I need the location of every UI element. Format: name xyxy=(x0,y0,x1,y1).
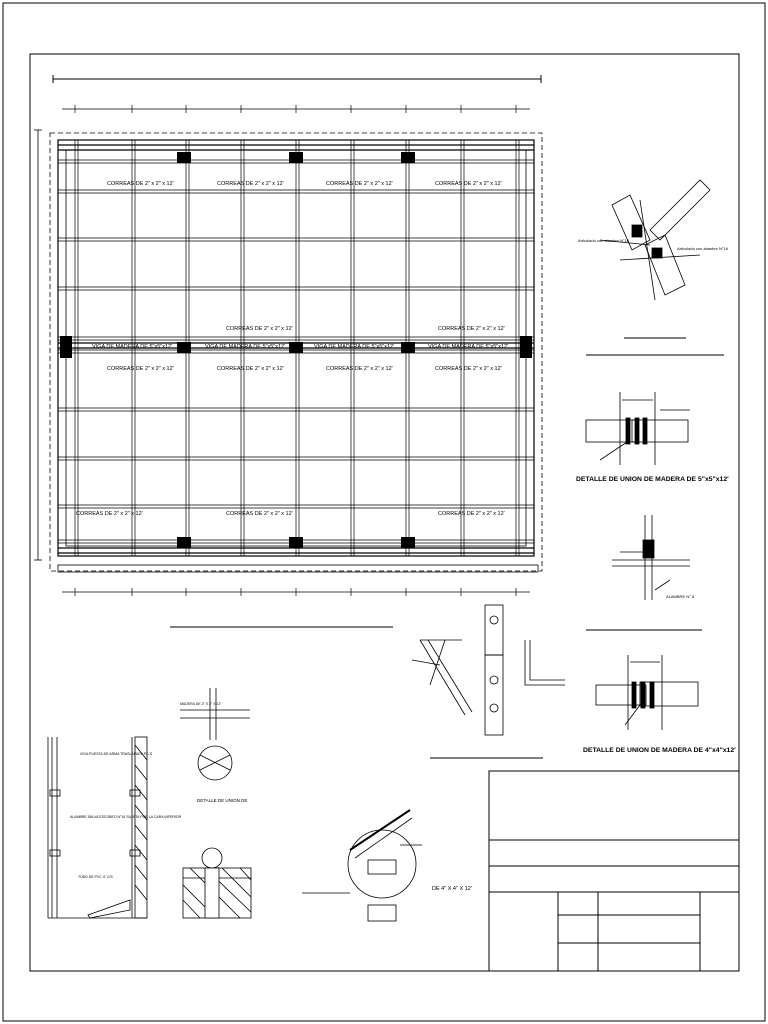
correas-label: CORREAS DE 2" x 2" x 12' xyxy=(217,366,284,372)
madera-small-label: MADERA DE 2" X 2" X 12' xyxy=(180,702,222,706)
alambre-label: ALAMBRE N° 8 xyxy=(666,594,695,599)
plate-detail xyxy=(485,605,565,735)
wall-note-3: TUBO DE PVC 4" C/S xyxy=(78,875,113,879)
post-block xyxy=(401,537,415,548)
circle-4x4-detail xyxy=(302,810,422,921)
post-block xyxy=(520,336,532,358)
correas-label: CORREAS DE 2" x 2" x 12' xyxy=(435,366,502,372)
union-5x5-detail xyxy=(586,392,690,465)
title-block xyxy=(489,771,739,971)
correas-label: CORREAS DE 2" x 2" x 12' xyxy=(435,181,502,187)
union-4x4-detail xyxy=(596,655,698,730)
iso-note-left: Articulado con alambre N°16 xyxy=(578,238,629,243)
post-block xyxy=(177,152,191,163)
roof-framing-plan xyxy=(34,75,542,627)
union-5x5-title: DETALLE DE UNION DE MADERA DE 5"x5"x12' xyxy=(576,476,729,483)
correas-label: CORREAS DE 2" x 2" x 12' xyxy=(438,326,505,332)
correas-label: CORREAS DE 2" x 2" x 12' xyxy=(107,366,174,372)
correas-label: CORREAS DE 2" x 2" x 12' xyxy=(76,511,143,517)
post-block xyxy=(289,537,303,548)
union-small-title: DETALLE DE UNION DE xyxy=(197,798,248,803)
correas-label: CORREAS DE 2" x 2" x 12' xyxy=(107,181,174,187)
brace-detail xyxy=(412,640,543,758)
viga-label: VIGA DE MADERA DE 5"x5"x12' xyxy=(314,344,395,350)
wall-note-1: VIGA PUESTA DE ARMA TRASLAPADA PC-S xyxy=(80,752,153,756)
isometric-joint-detail xyxy=(586,180,724,355)
post-footing-detail xyxy=(183,848,251,918)
correas-label: CORREAS DE 2" x 2" x 12' xyxy=(217,181,284,187)
post-block xyxy=(177,537,191,548)
wall-note-2: ALAMBRE SALVA ESCOBEO N°16 SUJETA POR LA CARA INFERIOR xyxy=(70,815,182,819)
viga-label: VIGA DE MADERA DE 5"x5"x12' xyxy=(205,344,286,350)
wall-section-detail xyxy=(48,737,147,918)
post-block xyxy=(401,342,415,353)
post-block xyxy=(289,342,303,353)
viga-label: VIGA DE MADERA DE 5"x5"x12' xyxy=(92,344,173,350)
correas-label: CORREAS DE 2" x 2" x 12' xyxy=(226,326,293,332)
post-block xyxy=(401,152,415,163)
correas-label: CORREAS DE 2" x 2" x 12' xyxy=(326,181,393,187)
correas-label: CORREAS DE 2" x 2" x 12' xyxy=(438,511,505,517)
post-block xyxy=(177,342,191,353)
iso-note-right: Articulado con alambre N°16 xyxy=(677,246,728,251)
alambre-detail xyxy=(586,515,702,630)
de4x4-label: DE 4" X 4" X 12' xyxy=(432,886,472,892)
post-block xyxy=(60,336,72,358)
viga-label: VIGA DE MADERA DE 5"x5"x12' xyxy=(428,344,509,350)
correas-label: CORREAS DE 2" x 2" x 12' xyxy=(226,511,293,517)
union-4x4-title: DETALLE DE UNION DE MADERA DE 4"x4"x12' xyxy=(583,747,736,754)
post-block xyxy=(289,152,303,163)
correas-label: CORREAS DE 2" x 2" x 12' xyxy=(326,366,393,372)
